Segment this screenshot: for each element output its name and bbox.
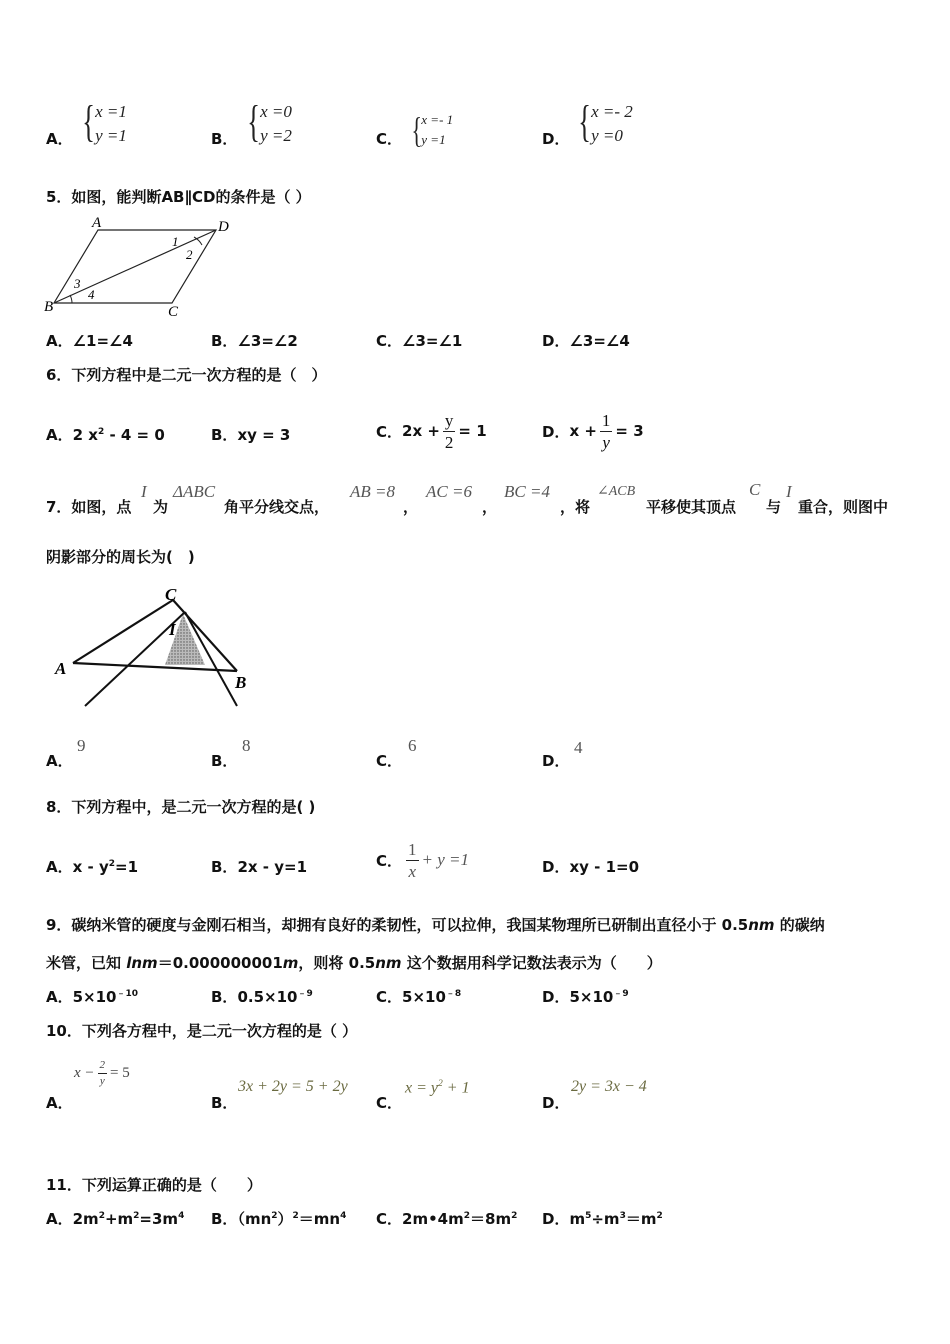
- q11-option-a[interactable]: A．$2m^2+m^2=3m^4$: [46, 1210, 185, 1228]
- q5-option-b[interactable]: B．∠3=∠2: [211, 332, 298, 350]
- fig5-label-3: 3: [74, 276, 81, 291]
- fig5-label-c: C: [168, 304, 179, 320]
- q10-option-b-label[interactable]: B．: [211, 1094, 238, 1112]
- q7-triangle-figure: [45, 578, 260, 713]
- q4-b-row2: y =2: [260, 126, 292, 145]
- q6-option-a[interactable]: A．2 $x^2 - 4 = 0$: [46, 426, 165, 444]
- fig7-label-i: I: [169, 620, 176, 639]
- q7-bc: BC =4: [504, 482, 550, 501]
- q11-stem: 11．下列运算正确的是（ ）: [46, 1176, 262, 1194]
- q11-option-d[interactable]: D．$m^5\div m^3=m^2$: [542, 1210, 663, 1228]
- q5-parallelogram-figure: [40, 215, 240, 320]
- q4-option-d-system: [574, 97, 633, 148]
- q7-ab: AB =8: [350, 482, 395, 501]
- brace-icon: {: [411, 110, 422, 150]
- q6-option-d[interactable]: D． x + $\frac{1}{y}$ = 3: [542, 410, 644, 452]
- q8-stem: 8．下列方程中，是二元一次方程的是( ): [46, 798, 316, 816]
- q4-option-b-system: [243, 97, 292, 148]
- q7-p1: 7．如图，点: [46, 498, 132, 516]
- q9-line1: 9．碳纳米管的硬度与金刚石相当，却拥有良好的柔韧性，可以拉伸，我国某物理所已研制出直径小于 0.5nm 的碳纳: [46, 916, 825, 934]
- q10-option-d-label[interactable]: D．: [542, 1094, 570, 1112]
- q7-triangle: ΔABC: [173, 482, 216, 501]
- q4-d-row1: x =- 2: [591, 102, 633, 121]
- q4-option-d-label[interactable]: D．: [542, 130, 570, 148]
- q4-a-row1: x =1: [95, 102, 127, 121]
- q7-p5: 平移使其顶点: [646, 498, 737, 516]
- q7-point-i2: I: [786, 482, 792, 501]
- q10-option-c-expr: $x = y^2 + 1$: [405, 1078, 470, 1097]
- q7-option-b-value: 8: [242, 736, 251, 755]
- q4-option-a-label[interactable]: A．: [46, 130, 73, 148]
- fig7-label-c: C: [165, 585, 177, 604]
- q7-p4: ，将: [560, 498, 591, 516]
- q7-option-d-label[interactable]: D．: [542, 752, 570, 770]
- q7-comma2: ，: [482, 498, 498, 516]
- fig5-label-2: 2: [186, 247, 193, 262]
- q5-stem: 5．如图，能判断AB∥CD的条件是（ ）: [46, 188, 311, 206]
- angle-arc-4: [70, 295, 72, 303]
- q9-option-b[interactable]: B．$0.5\times 10^{﹣9}$: [211, 988, 313, 1006]
- q4-c-row2: y =1: [421, 132, 446, 147]
- q6-option-c[interactable]: C． 2x + $\frac{y}{2}$ = 1: [376, 410, 487, 452]
- fig5-label-a: A: [92, 215, 102, 231]
- q7-option-d-value: 4: [574, 738, 583, 757]
- q7-angle-acb: ∠ACB: [597, 484, 636, 499]
- q10-option-b-expr: 3x + 2y = 5 + 2y: [238, 1078, 348, 1095]
- fig5-label-4: 4: [88, 287, 95, 302]
- q6-stem: 6．下列方程中是二元一次方程的是（ ）: [46, 366, 327, 384]
- q7-option-b-label[interactable]: B．: [211, 752, 238, 770]
- q11-option-b[interactable]: B．$(mn^2)^2=mn^4$: [211, 1210, 347, 1228]
- q7-vertex-c: C: [749, 480, 761, 499]
- q4-option-a-system: [78, 97, 127, 148]
- diagonal-bd: [54, 230, 216, 303]
- brace-icon: {: [578, 97, 591, 146]
- q4-option-c-label[interactable]: C．: [376, 130, 403, 148]
- fig5-label-b: B: [44, 299, 54, 315]
- side-ac: [73, 600, 173, 663]
- q10-option-c-label[interactable]: C．: [376, 1094, 403, 1112]
- side-ab: [73, 663, 237, 671]
- q7-option-c-value: 6: [408, 736, 417, 755]
- q7-ac: AC =6: [426, 482, 472, 501]
- q7-p6: 与: [766, 498, 782, 516]
- q7-p2: 为: [153, 498, 169, 516]
- q8-option-c[interactable]: C． $\frac{1}{x}$ + y =1: [376, 839, 470, 881]
- fig7-label-a: A: [55, 659, 67, 678]
- q7-p3: 角平分线交点，: [224, 498, 330, 516]
- q4-option-b-label[interactable]: B．: [211, 130, 238, 148]
- brace-icon: {: [247, 97, 260, 146]
- q7-comma1: ，: [403, 498, 419, 516]
- q9-line2: 米管，已知 lnm＝0.000000001m，则将 0.5nm 这个数据用科学记数法表示为（ ）: [46, 954, 662, 972]
- q7-point-i: I: [141, 482, 147, 501]
- q4-c-row1: x =- 1: [421, 112, 454, 127]
- q7-line2: 阴影部分的周长为( ): [46, 548, 195, 566]
- q4-option-c-system: [408, 110, 453, 150]
- q7-option-a-value: 9: [77, 736, 86, 755]
- q6-option-b[interactable]: B．xy = 3: [211, 426, 291, 444]
- q10-stem: 10．下列各方程中，是二元一次方程的是（ ）: [46, 1022, 358, 1040]
- q4-b-row1: x =0: [260, 102, 292, 121]
- fig5-label-d: D: [218, 219, 229, 235]
- q7-option-a-label[interactable]: A．: [46, 752, 73, 770]
- q10-option-d-expr: 2y = 3x − 4: [571, 1078, 647, 1095]
- q4-a-row2: y =1: [95, 126, 127, 145]
- q9-option-d[interactable]: D．$5\times 10^{﹣9}$: [542, 988, 629, 1006]
- q8-option-a[interactable]: A．$x - y^2=1$: [46, 858, 139, 876]
- q5-option-a[interactable]: A．∠1=∠4: [46, 332, 133, 350]
- brace-icon: {: [82, 97, 95, 146]
- q7-p7: 重合，则图中: [798, 498, 889, 516]
- q4-d-row2: y =0: [591, 126, 623, 145]
- q10-option-a-label[interactable]: A．: [46, 1094, 73, 1112]
- q5-option-c[interactable]: C．∠3=∠1: [376, 332, 463, 350]
- q9-option-c[interactable]: C．$5\times 10^{﹣8}$: [376, 988, 462, 1006]
- q8-option-b[interactable]: B．2x - y=1: [211, 858, 308, 876]
- fig7-label-b: B: [235, 673, 247, 692]
- q11-option-c[interactable]: C．$2m•4m^2=8m^2$: [376, 1210, 518, 1228]
- q7-option-c-label[interactable]: C．: [376, 752, 403, 770]
- q5-option-d[interactable]: D．∠3=∠4: [542, 332, 630, 350]
- q10-option-a-expr: x − $\frac{2}{y}$ = 5: [74, 1059, 130, 1087]
- fig5-label-1: 1: [172, 234, 179, 249]
- q8-option-d[interactable]: D．xy - 1=0: [542, 858, 640, 876]
- q9-option-a[interactable]: A．$5\times 10^{﹣10}$: [46, 988, 139, 1006]
